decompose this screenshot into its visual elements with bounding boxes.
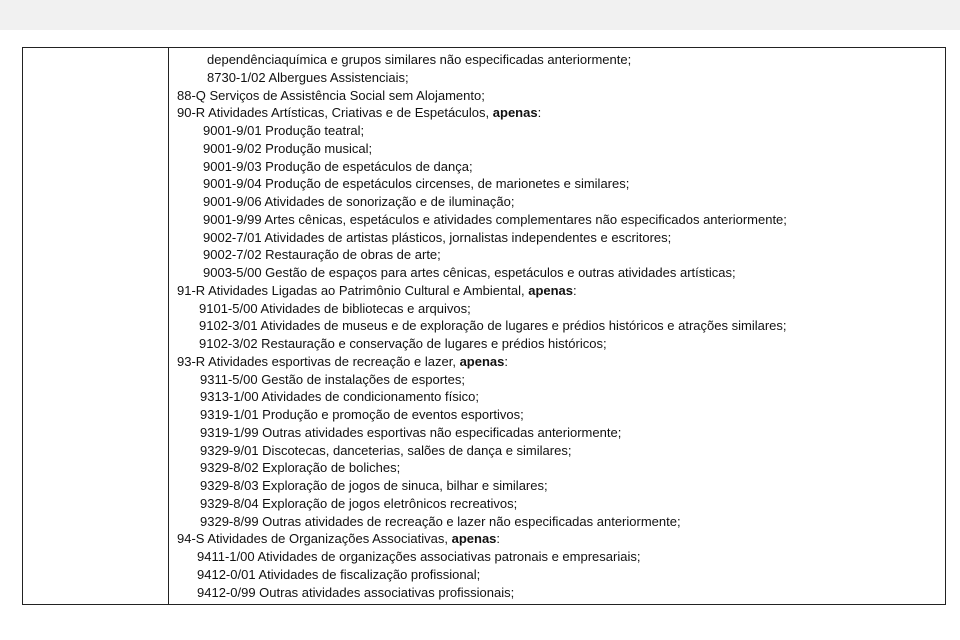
list-item: dependênciaquímica e grupos similares não especificadas anteriormente;: [207, 52, 632, 67]
section-heading: 91-R Atividades Ligadas ao Patrimônio Cultural e Ambiental, apenas:: [177, 282, 577, 298]
list-item: 9001-9/03 Produção de espetáculos de dança;: [203, 158, 473, 174]
list-item: 9412-0/99 Outras atividades associativas profissionais;: [197, 584, 515, 600]
column-divider: [168, 48, 169, 604]
list-item: 9001-9/01 Produção teatral;: [203, 123, 365, 138]
section-heading: 94-S Atividades de Organizações Associativas, apenas:: [177, 531, 501, 547]
list-item: 9319-1/01 Produção e promoção de eventos esportivos;: [200, 407, 524, 422]
viewer-top-bar: [0, 0, 960, 30]
list-item: 9101-5/00 Atividades de bibliotecas e arquivos;: [199, 300, 471, 316]
list-item: 8730-1/02 Albergues Assistenciais;: [207, 69, 409, 85]
list-item: 9102-3/02 Restauração e conservação de lugares e prédios históricos;: [199, 336, 607, 351]
list-item: 9412-0/01 Atividades de fiscalização profissional;: [197, 566, 481, 582]
table-content-cell: [175, 51, 941, 601]
list-item: 9002-7/01 Atividades de artistas plásticos, jornalistas independentes e escritores;: [203, 229, 672, 245]
list-item: 9329-8/02 Exploração de boliches;: [200, 460, 401, 476]
list-item: 9311-5/00 Gestão de instalações de esportes;: [200, 371, 465, 387]
list-item: 9102-3/01 Atividades de museus e de exploração de lugares e prédios históricos e atrações similares;: [199, 318, 787, 334]
list-item: 9002-7/02 Restauração de obras de arte;: [203, 247, 441, 263]
list-item: 9329-8/04 Exploração de jogos eletrônicos recreativos;: [200, 495, 518, 511]
list-item: 9313-1/00 Atividades de condicionamento físico;: [200, 389, 479, 405]
list-item: 9329-8/03 Exploração de jogos de sinuca, bilhar e similares;: [200, 478, 548, 493]
list-item: 9001-9/04 Produção de espetáculos circenses, de marionetes e similares;: [203, 176, 630, 192]
section-heading: 88-Q Serviços de Assistência Social sem Alojamento;: [177, 87, 485, 103]
list-item: 9329-8/99 Outras atividades de recreação e lazer não especificadas anteriormente;: [200, 513, 681, 529]
document-table: [22, 47, 946, 605]
list-item: 9001-9/02 Produção musical;: [203, 140, 373, 156]
list-item: 9411-1/00 Atividades de organizações associativas patronais e empresariais;: [197, 549, 641, 564]
list-item: 9001-9/99 Artes cênicas, espetáculos e atividades complementares não especificados anteriormente;: [203, 211, 787, 227]
section-heading: 90-R Atividades Artísticas, Criativas e de Espetáculos, apenas:: [177, 105, 542, 121]
list-item: 9319-1/99 Outras atividades esportivas não especificadas anteriormente;: [200, 424, 622, 440]
list-item: 9329-9/01 Discotecas, danceterias, salões de dança e similares;: [200, 442, 572, 458]
list-item: 9001-9/06 Atividades de sonorização e de iluminação;: [203, 194, 515, 209]
section-heading: 93-R Atividades esportivas de recreação e lazer, apenas:: [177, 353, 508, 369]
list-item: 9003-5/00 Gestão de espaços para artes cênicas, espetáculos e outras atividades artísticas;: [203, 265, 736, 280]
